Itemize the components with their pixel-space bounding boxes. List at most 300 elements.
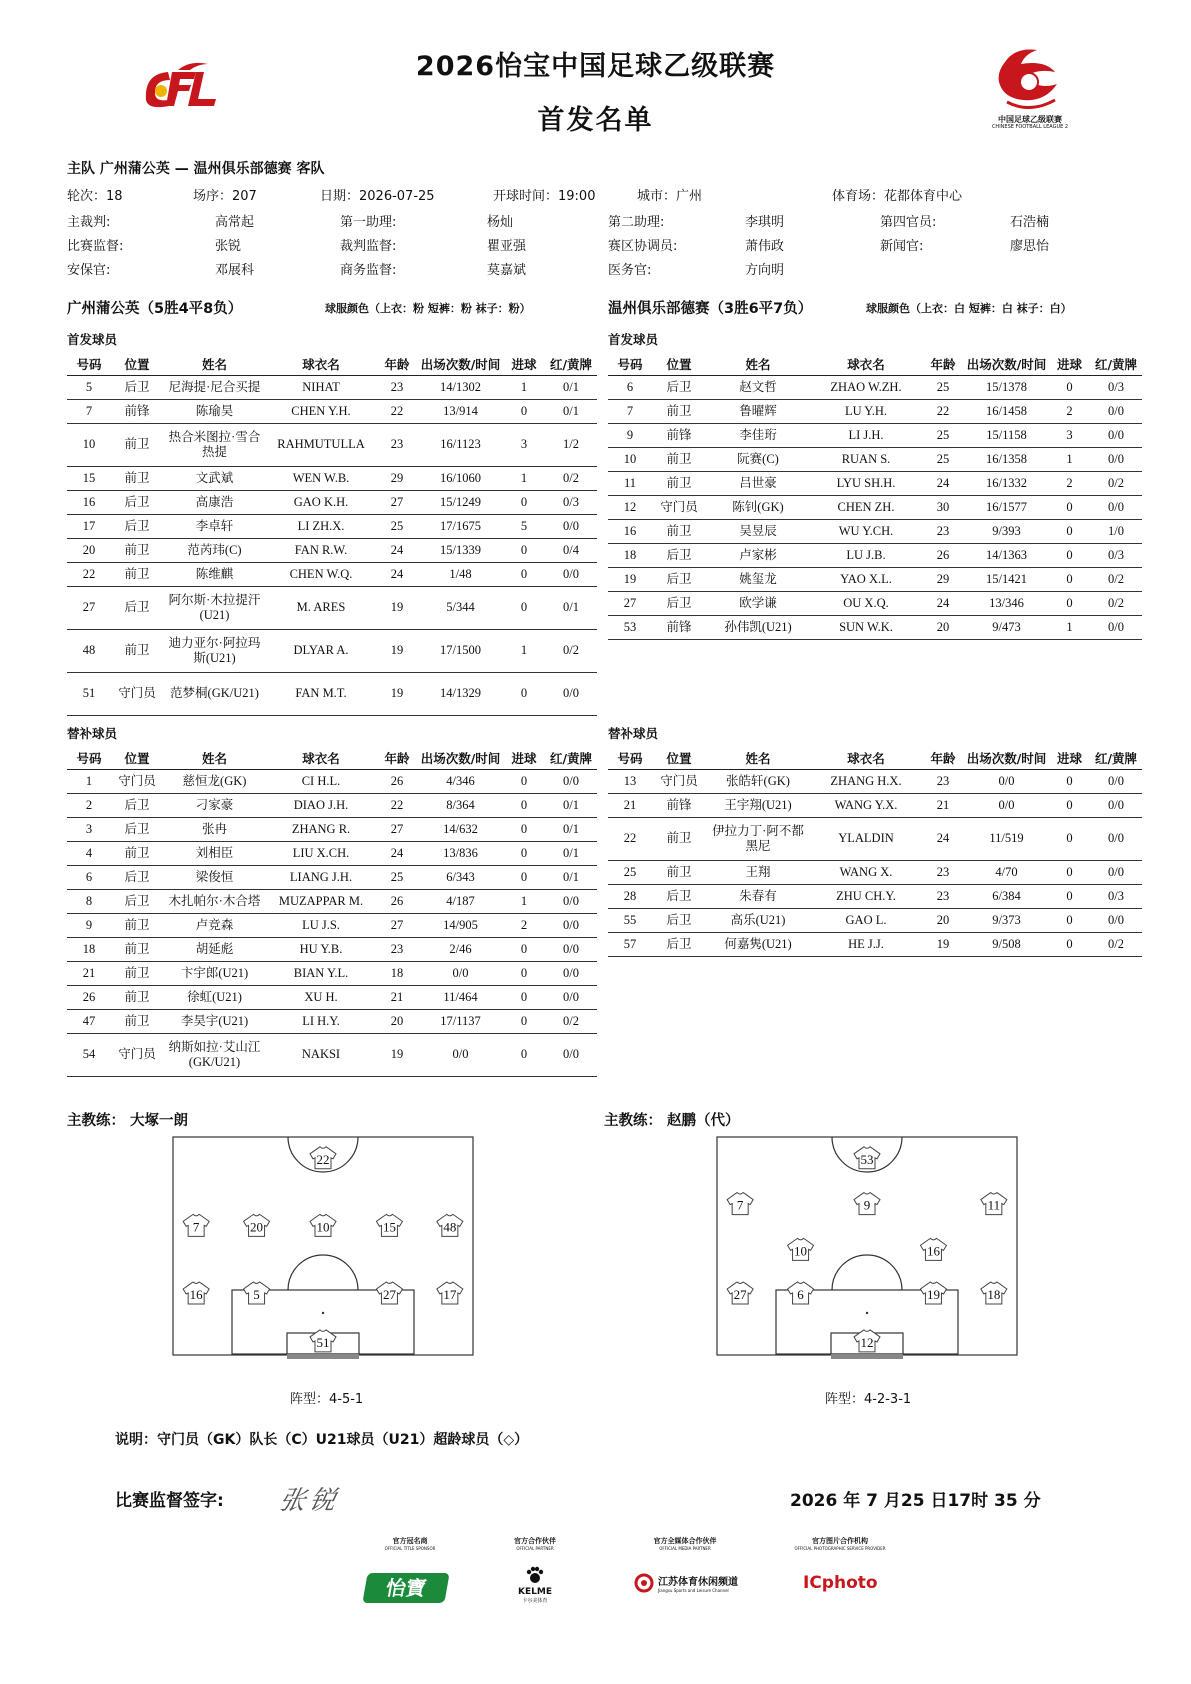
table-cell: 0 [503, 985, 545, 1009]
official-value: 李琪明 [745, 215, 785, 230]
table-cell: 0 [503, 769, 545, 793]
table-cell: 28 [608, 884, 652, 908]
table-cell: HU Y.B. [266, 937, 376, 961]
table-cell: 20 [376, 1009, 418, 1033]
table-cell: 0 [1049, 519, 1090, 543]
column-header: 位置 [111, 747, 163, 769]
player-shirt-marker [727, 1193, 753, 1215]
table-cell: 0/1 [545, 865, 597, 889]
column-header: 红/黄牌 [1090, 353, 1142, 375]
table-cell: ZHAO W.ZH. [810, 375, 922, 399]
official-label: 新闻官: [880, 239, 924, 254]
column-header: 姓名 [163, 353, 266, 375]
table-cell: 5/344 [418, 586, 503, 629]
table-cell: 6/384 [964, 884, 1049, 908]
player-number: 20 [250, 1219, 264, 1235]
table-cell: 0/3 [545, 490, 597, 514]
table-cell: 21 [608, 793, 652, 817]
match-kickoff: 开球时间：19:00 [493, 189, 596, 204]
table-cell: LU Y.H. [810, 399, 922, 423]
table-cell: 1 [503, 629, 545, 672]
table-cell: 4/346 [418, 769, 503, 793]
column-header: 姓名 [706, 747, 810, 769]
table-cell: LU J.B. [810, 543, 922, 567]
table-cell: 47 [67, 1009, 111, 1033]
table-cell: 26 [376, 769, 418, 793]
table-cell: 7 [608, 399, 652, 423]
table-cell: FAN M.T. [266, 672, 376, 715]
player-number: 5 [253, 1286, 260, 1302]
table-cell: 9 [608, 423, 652, 447]
table-cell: 孙伟凯(U21) [706, 615, 810, 639]
player-shirt-marker [920, 1282, 946, 1304]
column-header: 号码 [67, 353, 111, 375]
official-value: 杨灿 [487, 215, 514, 230]
column-header: 年龄 [376, 747, 418, 769]
table-cell: 前锋 [652, 423, 706, 447]
icphoto-logo-text: ICphoto [803, 1573, 878, 1593]
table-cell: 16/1358 [964, 447, 1049, 471]
official-value: 张锐 [215, 239, 242, 254]
table-row [608, 793, 1142, 817]
table-cell: 0/2 [545, 629, 597, 672]
table-cell: 51 [67, 672, 111, 715]
table-header-row [67, 353, 597, 375]
table-row [67, 586, 597, 629]
table-cell: 尼海提·尼合买提 [163, 375, 266, 399]
table-cell: 后卫 [652, 884, 706, 908]
page-subtitle: 首发名单 [537, 105, 654, 136]
table-cell: 卞宇郎(U21) [163, 961, 266, 985]
column-header: 姓名 [706, 353, 810, 375]
sponsor-media-label: 官方全媒体合作伙伴 [653, 1537, 717, 1545]
table-cell: BIAN Y.L. [266, 961, 376, 985]
table-cell: 12 [608, 495, 652, 519]
table-cell: 守门员 [111, 672, 163, 715]
table-row [67, 629, 597, 672]
supervisor-signature-label: 比赛监督签字: [115, 1491, 224, 1511]
player-number: 48 [443, 1219, 457, 1235]
table-cell: 16/1060 [418, 466, 503, 490]
player-shirt-marker [727, 1282, 753, 1304]
kelme-sub: 卡尔美体育 [522, 1598, 548, 1604]
table-cell: 热合米图拉·雪合热提 [163, 423, 266, 466]
table-cell: 姚玺龙 [706, 567, 810, 591]
official-label: 第一助理: [340, 215, 397, 230]
column-header: 号码 [608, 747, 652, 769]
table-cell: 范芮玮(C) [163, 538, 266, 562]
pitch-boundary [173, 1137, 473, 1355]
away-subs-table [608, 747, 1142, 957]
table-cell: 0 [1049, 908, 1090, 932]
table-header-row [608, 747, 1142, 769]
away-coach: 主教练： 赵鹏（代） [604, 1113, 740, 1129]
table-cell: 27 [376, 913, 418, 937]
player-shirt-marker [854, 1147, 880, 1169]
table-cell: 26 [67, 985, 111, 1009]
table-cell: 0/0 [545, 961, 597, 985]
table-cell: 前卫 [652, 860, 706, 884]
table-cell: 3 [1049, 423, 1090, 447]
table-row [67, 817, 597, 841]
home-formation-pitch [172, 1136, 474, 1362]
table-cell: 纳斯如拉·艾山江(GK/U21) [163, 1033, 266, 1076]
table-row [67, 793, 597, 817]
player-shirt-marker [981, 1193, 1007, 1215]
table-cell: RUAN S. [810, 447, 922, 471]
table-cell: GAO K.H. [266, 490, 376, 514]
column-header: 出场次数/时间 [418, 747, 503, 769]
table-cell: 0/0 [418, 1033, 503, 1076]
table-cell: 16/1458 [964, 399, 1049, 423]
table-cell: 0/0 [545, 672, 597, 715]
table-cell: 后卫 [652, 591, 706, 615]
table-cell: 0/0 [1090, 769, 1142, 793]
table-cell: 23 [922, 769, 964, 793]
player-number: 15 [382, 1219, 396, 1235]
sponsor-title-label: 官方冠名商 [392, 1537, 428, 1545]
table-row [67, 985, 597, 1009]
table-cell: DIAO J.H. [266, 793, 376, 817]
table-cell: 前卫 [652, 471, 706, 495]
table-cell: 23 [922, 884, 964, 908]
table-cell: 后卫 [652, 543, 706, 567]
jsbc-name: 江苏体育休闲频道 [658, 1577, 738, 1588]
table-cell: 1 [503, 889, 545, 913]
table-cell: 13 [608, 769, 652, 793]
table-cell: 前卫 [652, 399, 706, 423]
table-cell: 0 [503, 817, 545, 841]
table-cell: 53 [608, 615, 652, 639]
table-cell: 前卫 [111, 913, 163, 937]
table-cell: 0/0 [545, 1033, 597, 1076]
table-cell: 0/1 [545, 586, 597, 629]
table-cell: 木扎帕尔·木合塔 [163, 889, 266, 913]
column-header: 进球 [1049, 353, 1090, 375]
away-kit-colors: 球服颜色（上衣：白 短裤：白 袜子：白） [866, 302, 1072, 315]
away-team-header: 温州俱乐部德赛（3胜6平7负） [608, 301, 813, 317]
table-cell: YAO X.L. [810, 567, 922, 591]
table-cell: 27 [376, 817, 418, 841]
table-cell: 前卫 [111, 423, 163, 466]
table-cell: 后卫 [111, 793, 163, 817]
table-cell: 19 [376, 629, 418, 672]
table-cell: 0/0 [545, 769, 597, 793]
table-row [67, 538, 597, 562]
table-cell: 0 [503, 793, 545, 817]
table-cell: 2 [1049, 399, 1090, 423]
table-cell: 15/1378 [964, 375, 1049, 399]
legend-note: 说明：守门员（GK）队长（C）U21球员（U21）超龄球员（◇） [115, 1432, 529, 1448]
sponsor-photo-label: 官方图片合作机构 [812, 1537, 868, 1545]
table-cell: 0/0 [545, 913, 597, 937]
player-shirt-marker [244, 1282, 270, 1304]
player-number: 27 [733, 1286, 747, 1302]
table-row [608, 932, 1142, 956]
table-cell: 11 [608, 471, 652, 495]
table-cell: 卢家彬 [706, 543, 810, 567]
column-header: 红/黄牌 [1090, 747, 1142, 769]
table-cell: 0 [503, 961, 545, 985]
table-cell: 慈恒龙(GK) [163, 769, 266, 793]
table-cell: 16/1123 [418, 423, 503, 466]
player-number: 27 [382, 1286, 396, 1302]
table-cell: LI ZH.X. [266, 514, 376, 538]
table-cell: 0/0 [1090, 860, 1142, 884]
player-shirt-marker [437, 1214, 463, 1236]
table-cell: 15/1339 [418, 538, 503, 562]
column-header: 红/黄牌 [545, 353, 597, 375]
table-cell: 0 [503, 865, 545, 889]
table-cell: 守门员 [111, 769, 163, 793]
sponsor-partner-label: 官方合作伙伴 [514, 1537, 556, 1545]
table-cell: 前卫 [111, 562, 163, 586]
table-cell: 后卫 [111, 514, 163, 538]
table-cell: 前锋 [652, 793, 706, 817]
match-number: 场序：207 [193, 189, 257, 204]
table-cell: 16/1577 [964, 495, 1049, 519]
player-number: 51 [316, 1334, 330, 1350]
table-cell: 0/0 [1090, 399, 1142, 423]
home-subs-label: 替补球员 [67, 726, 118, 741]
away-formation-pitch [716, 1136, 1018, 1362]
table-cell: WEN W.B. [266, 466, 376, 490]
player-number: 10 [316, 1219, 330, 1235]
table-row [67, 399, 597, 423]
table-cell: 吕世豪 [706, 471, 810, 495]
table-cell: 刘相臣 [163, 841, 266, 865]
table-cell: 范梦桐(GK/U21) [163, 672, 266, 715]
table-cell: 前卫 [111, 629, 163, 672]
player-number: 10 [794, 1243, 808, 1259]
table-cell: 21 [376, 985, 418, 1009]
table-cell: 前卫 [652, 817, 706, 860]
player-shirt-marker [376, 1282, 402, 1304]
table-cell: CHEN ZH. [810, 495, 922, 519]
table-cell: 前锋 [652, 615, 706, 639]
player-shirt-marker [183, 1214, 209, 1236]
table-row [608, 495, 1142, 519]
column-header: 姓名 [163, 747, 266, 769]
table-row [608, 615, 1142, 639]
table-cell: 25 [376, 865, 418, 889]
table-row [67, 961, 597, 985]
table-row [67, 913, 597, 937]
table-cell: 0/2 [545, 466, 597, 490]
table-cell: 21 [67, 961, 111, 985]
table-cell: 守门员 [111, 1033, 163, 1076]
table-cell: 0/1 [545, 399, 597, 423]
table-cell: 何嘉隽(U21) [706, 932, 810, 956]
column-header: 球衣名 [266, 747, 376, 769]
table-cell: 梁俊恒 [163, 865, 266, 889]
table-cell: 25 [922, 447, 964, 471]
sponsor-title-sub: OFFICIAL TITLE SPONSOR [384, 1546, 436, 1551]
table-cell: 25 [608, 860, 652, 884]
paw-icon [525, 1565, 545, 1585]
table-cell: RAHMUTULLA [266, 423, 376, 466]
table-cell: 文武斌 [163, 466, 266, 490]
table-cell: 18 [608, 543, 652, 567]
table-cell: 朱春有 [706, 884, 810, 908]
table-cell: 24 [376, 538, 418, 562]
table-row [67, 490, 597, 514]
official-value: 方向明 [745, 263, 785, 278]
table-row [67, 769, 597, 793]
table-cell: 10 [608, 447, 652, 471]
table-row [608, 447, 1142, 471]
table-cell: 27 [67, 586, 111, 629]
table-cell: 3 [67, 817, 111, 841]
player-number: 9 [863, 1197, 871, 1213]
table-cell: 0/3 [1090, 884, 1142, 908]
table-cell: 0 [1049, 543, 1090, 567]
table-row [67, 562, 597, 586]
column-header: 进球 [503, 747, 545, 769]
table-cell: 24 [922, 471, 964, 495]
table-cell: CI H.L. [266, 769, 376, 793]
official-label: 安保官: [67, 263, 111, 278]
column-header: 球衣名 [810, 747, 922, 769]
table-cell: GAO L. [810, 908, 922, 932]
table-cell: WANG Y.X. [810, 793, 922, 817]
table-cell: 陈维麒 [163, 562, 266, 586]
table-cell: 20 [922, 908, 964, 932]
table-cell: WU Y.CH. [810, 519, 922, 543]
table-cell: 14/632 [418, 817, 503, 841]
table-cell: 18 [376, 961, 418, 985]
player-shirt-marker [981, 1282, 1007, 1304]
table-cell: 23 [922, 860, 964, 884]
table-cell: 后卫 [652, 908, 706, 932]
table-cell: 2 [503, 913, 545, 937]
player-number: 18 [987, 1286, 1001, 1302]
player-shirt-marker [788, 1282, 814, 1304]
table-cell: 0/0 [964, 769, 1049, 793]
official-value: 瞿亚强 [487, 239, 527, 254]
table-cell: 前锋 [111, 399, 163, 423]
column-header: 位置 [111, 353, 163, 375]
table-cell: 0/1 [545, 375, 597, 399]
table-cell: 18 [67, 937, 111, 961]
jsbc-sub: Jiangsu Sports and Leisure Channel [658, 1588, 729, 1593]
table-cell: 3 [503, 423, 545, 466]
table-cell: FAN R.W. [266, 538, 376, 562]
table-cell: 19 [608, 567, 652, 591]
table-cell: 刁家豪 [163, 793, 266, 817]
table-row [608, 543, 1142, 567]
table-cell: 后卫 [652, 375, 706, 399]
table-cell: 0/2 [545, 1009, 597, 1033]
player-number: 11 [987, 1197, 1001, 1213]
table-cell: 后卫 [652, 932, 706, 956]
table-cell: 1 [67, 769, 111, 793]
table-row [67, 1033, 597, 1076]
league-logo-subtext: CHINESE FOOTBALL LEAGUE 2 [991, 124, 1069, 130]
table-cell: LI J.H. [810, 423, 922, 447]
column-header: 球衣名 [810, 353, 922, 375]
table-cell: 13/914 [418, 399, 503, 423]
table-cell: 16 [608, 519, 652, 543]
table-cell: 29 [922, 567, 964, 591]
table-cell: 0 [1049, 932, 1090, 956]
table-cell: 0 [503, 490, 545, 514]
table-row [608, 908, 1142, 932]
official-label: 第四官员: [880, 215, 937, 230]
sponsor-photo [775, 1536, 905, 1593]
table-row [608, 860, 1142, 884]
table-cell: 0/0 [1090, 908, 1142, 932]
table-cell: 鲁曜辉 [706, 399, 810, 423]
table-cell: 14/1302 [418, 375, 503, 399]
table-cell: 15/1421 [964, 567, 1049, 591]
table-cell: 0/1 [545, 793, 597, 817]
table-cell: 前卫 [652, 447, 706, 471]
table-cell: 27 [376, 490, 418, 514]
table-cell: ZHU CH.Y. [810, 884, 922, 908]
signature-datetime: 2026 年 7 月25 日17时 35 分 [790, 1491, 1041, 1511]
table-cell: 0/4 [545, 538, 597, 562]
table-cell: 17/1500 [418, 629, 503, 672]
table-cell: 19 [376, 672, 418, 715]
table-row [67, 514, 597, 538]
column-header: 年龄 [376, 353, 418, 375]
table-cell: 7 [67, 399, 111, 423]
player-number: 6 [797, 1286, 804, 1302]
table-cell: 李昊宇(U21) [163, 1009, 266, 1033]
table-cell: DLYAR A. [266, 629, 376, 672]
table-cell: 阿尔斯·木拉提汗(U21) [163, 586, 266, 629]
column-header: 位置 [652, 353, 706, 375]
table-cell: 15/1158 [964, 423, 1049, 447]
table-cell: ZHANG H.X. [810, 769, 922, 793]
table-cell: 26 [376, 889, 418, 913]
table-header-row [67, 747, 597, 769]
cfl-logo [138, 60, 233, 110]
table-cell: 欧学谦 [706, 591, 810, 615]
table-cell: 0 [1049, 817, 1090, 860]
player-number: 53 [860, 1151, 874, 1167]
table-cell: 4 [67, 841, 111, 865]
table-cell: NAKSI [266, 1033, 376, 1076]
table-row [608, 769, 1142, 793]
table-cell: 0 [503, 399, 545, 423]
table-cell: LU J.S. [266, 913, 376, 937]
official-label: 主裁判: [67, 215, 111, 230]
column-header: 红/黄牌 [545, 747, 597, 769]
table-cell: 22 [67, 562, 111, 586]
table-cell: 0/2 [1090, 591, 1142, 615]
table-cell: 0/2 [1090, 932, 1142, 956]
table-cell: 0/2 [1090, 567, 1142, 591]
table-cell: 0/0 [418, 961, 503, 985]
table-cell: 13/346 [964, 591, 1049, 615]
table-cell: 27 [608, 591, 652, 615]
home-starters-label: 首发球员 [67, 332, 118, 347]
table-cell: 54 [67, 1033, 111, 1076]
jsbc-logo [620, 1573, 750, 1593]
column-header: 出场次数/时间 [964, 353, 1049, 375]
table-row [608, 817, 1142, 860]
table-cell: 25 [922, 375, 964, 399]
table-cell: 0/0 [545, 514, 597, 538]
cbest-logo: 怡寶 [362, 1573, 449, 1603]
table-cell: 0/0 [1090, 447, 1142, 471]
table-cell: 0 [503, 1009, 545, 1033]
table-cell: 前卫 [111, 937, 163, 961]
column-header: 出场次数/时间 [964, 747, 1049, 769]
table-cell: 48 [67, 629, 111, 672]
